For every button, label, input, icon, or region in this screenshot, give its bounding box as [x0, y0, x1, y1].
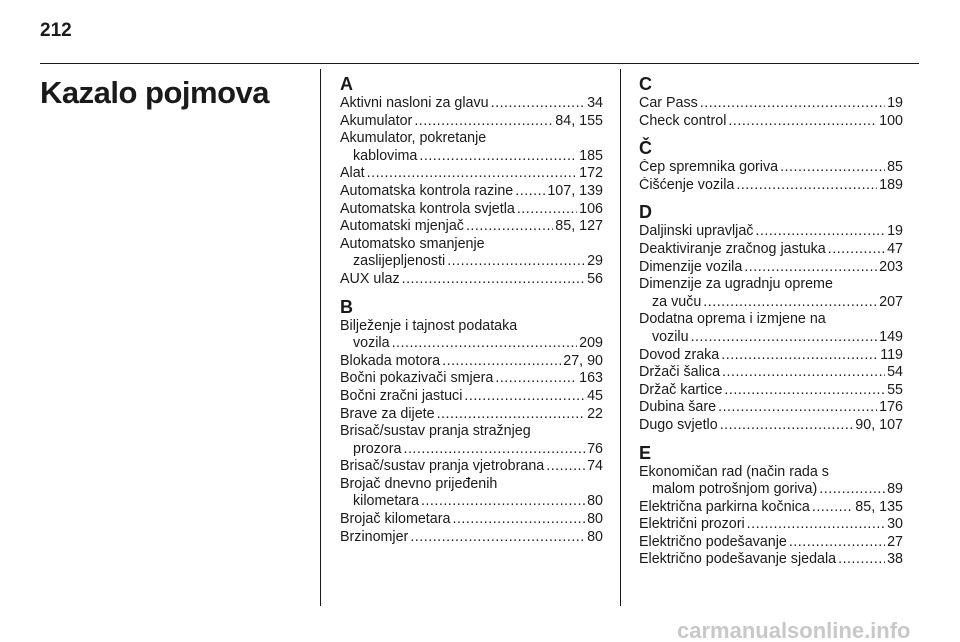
index-entry — [340, 511, 603, 529]
index-entry — [639, 364, 903, 382]
dot-leader — [819, 481, 885, 499]
entry-pages: 89 — [887, 481, 903, 498]
index-entry — [340, 441, 603, 459]
entry-pages: 90, 107 — [855, 416, 903, 433]
index-section — [340, 297, 603, 547]
entry-term: prozora — [353, 440, 402, 457]
dot-leader — [718, 399, 877, 417]
index-entry — [639, 499, 903, 517]
entry-term: kilometara — [353, 493, 419, 510]
entry-pages: 85 — [887, 159, 903, 176]
index-entry-multiline — [340, 318, 603, 353]
entry-term: Brojač kilometara — [340, 511, 451, 528]
entry-term: Brave za dijete — [340, 405, 435, 422]
entry-pages: 176 — [879, 399, 903, 416]
entry-term: Bočni pokazivači smjera — [340, 370, 494, 387]
entry-term: Električno podešavanje — [639, 533, 787, 550]
index-entry — [639, 95, 903, 113]
dot-leader — [402, 271, 585, 289]
index-entry — [639, 159, 903, 177]
entry-term: Dodatna oprema i izmjene na — [639, 311, 826, 328]
entry-pages: 19 — [887, 223, 903, 240]
index-entry-multiline — [340, 476, 603, 511]
section-letter: D — [639, 202, 652, 223]
dot-leader — [691, 329, 878, 347]
index-column-2 — [639, 74, 903, 577]
section-letter: B — [340, 296, 353, 317]
dot-leader — [720, 417, 854, 435]
index-entry — [639, 516, 903, 534]
entry-pages: 56 — [587, 270, 603, 287]
dot-leader — [736, 177, 877, 195]
dot-leader — [491, 95, 585, 113]
dot-leader — [546, 458, 585, 476]
index-section — [639, 202, 903, 434]
index-entry — [340, 95, 603, 113]
entry-term: Držač kartice — [639, 381, 723, 398]
dot-leader — [421, 493, 585, 511]
dot-leader — [447, 253, 585, 271]
dot-leader — [419, 148, 577, 166]
entry-pages: 80 — [587, 528, 603, 545]
index-entry — [639, 382, 903, 400]
entry-term: Brisač/sustav pranja vjetrobrana — [340, 458, 545, 475]
index-section — [340, 74, 603, 289]
entry-pages: 85, 135 — [855, 498, 903, 515]
index-entry-multiline — [639, 311, 903, 346]
entry-term: Daljinski upravljač — [639, 223, 754, 240]
entry-term: Bilježenje i tajnost podataka — [340, 317, 518, 334]
entry-term: Akumulator — [340, 112, 413, 129]
dot-leader — [703, 294, 877, 312]
entry-pages: 189 — [879, 176, 903, 193]
index-entry — [639, 329, 903, 347]
entry-term: Car Pass — [639, 95, 698, 111]
column-divider — [320, 69, 321, 606]
index-entry — [639, 177, 903, 195]
entry-term: zaslijepljenosti — [353, 253, 446, 270]
entry-pages: 106 — [579, 200, 603, 217]
entry-term: vozila — [353, 335, 390, 352]
section-letter: C — [639, 74, 652, 94]
index-entry — [639, 223, 903, 241]
entry-term: za vuču — [652, 293, 702, 310]
index-entry — [340, 113, 603, 131]
section-letter: Č — [639, 138, 652, 159]
index-entry — [340, 253, 603, 271]
entry-term: Čep spremnika goriva — [639, 159, 779, 176]
entry-term: Čišćenje vozila — [639, 176, 735, 193]
index-section — [639, 74, 903, 130]
index-entry — [340, 388, 603, 406]
entry-pages: 163 — [579, 370, 603, 387]
entry-term: Automatsko smanjenje — [340, 235, 485, 252]
entry-term: Deaktiviranje zračnog jastuka — [639, 240, 826, 257]
index-entry-multiline — [639, 276, 903, 311]
entry-pages: 119 — [880, 346, 903, 363]
dot-leader — [437, 406, 586, 424]
index-entry — [340, 406, 603, 424]
entry-term: Brojač dnevno prijeđenih — [340, 475, 498, 492]
entry-pages: 27 — [887, 533, 903, 550]
dot-leader — [747, 516, 885, 534]
entry-term: Ekonomičan rad (način rada s — [639, 463, 829, 480]
entry-term: Aktivni nasloni za glavu — [340, 95, 489, 111]
dot-leader — [700, 95, 885, 113]
entry-term: Električni prozori — [639, 516, 745, 533]
index-entry — [340, 493, 603, 511]
index-entry — [340, 529, 603, 547]
dot-leader — [452, 511, 585, 529]
entry-term: Dimenzije vozila — [639, 258, 743, 275]
dot-leader — [838, 551, 885, 569]
entry-pages: 34 — [587, 95, 603, 111]
entry-pages: 85, 127 — [555, 218, 603, 235]
column-divider — [620, 69, 621, 606]
index-column-1 — [340, 74, 603, 554]
entry-pages: 80 — [587, 493, 603, 510]
index-entry — [639, 534, 903, 552]
entry-term: Držači šalica — [639, 364, 721, 381]
index-section — [639, 443, 903, 570]
dot-leader — [780, 159, 885, 177]
entry-pages: 80 — [587, 511, 603, 528]
index-entry — [639, 113, 903, 131]
header-rule — [40, 63, 919, 64]
index-entry — [340, 335, 603, 353]
index-entry — [639, 241, 903, 259]
dot-leader — [728, 113, 877, 131]
dot-leader — [722, 364, 885, 382]
index-entry — [340, 353, 603, 371]
entry-term: Automatska kontrola razine — [340, 182, 514, 199]
index-entry — [340, 165, 603, 183]
index-section — [639, 138, 903, 194]
dot-leader — [367, 165, 578, 183]
entry-term: Dovod zraka — [639, 346, 720, 363]
entry-pages: 45 — [587, 387, 603, 404]
dot-leader — [812, 499, 853, 517]
dot-leader — [410, 529, 585, 547]
dot-leader — [724, 382, 885, 400]
dot-leader — [414, 113, 553, 131]
entry-pages: 54 — [887, 364, 903, 381]
entry-pages: 19 — [887, 95, 903, 111]
watermark: carmanualsonline.info — [677, 618, 911, 642]
entry-term: Brzinomjer — [340, 528, 409, 545]
section-letter: A — [340, 74, 353, 94]
entry-term: Akumulator, pokretanje — [340, 130, 487, 147]
entry-term: AUX ulaz — [340, 270, 400, 287]
entry-term: Dubina šare — [639, 399, 717, 416]
index-entry — [639, 481, 903, 499]
entry-term: kablovima — [353, 147, 418, 164]
index-entry-multiline — [639, 464, 903, 499]
entry-pages: 149 — [879, 328, 903, 345]
entry-pages: 30 — [887, 516, 903, 533]
index-title: Kazalo pojmova — [40, 75, 269, 110]
entry-term: Električno podešavanje sjedala — [639, 551, 837, 568]
entry-pages: 76 — [587, 440, 603, 457]
entry-term: vozilu — [652, 328, 689, 345]
dot-leader — [744, 259, 877, 277]
index-entry — [340, 183, 603, 201]
index-entry — [340, 201, 603, 219]
entry-term: malom potrošnjom goriva) — [652, 481, 818, 498]
entry-pages: 47 — [887, 240, 903, 257]
index-entry — [340, 148, 603, 166]
entry-pages: 84, 155 — [555, 112, 603, 129]
entry-term: Blokada motora — [340, 352, 441, 369]
index-entry — [340, 271, 603, 289]
entry-pages: 209 — [579, 335, 603, 352]
entry-term: Brisač/sustav pranja stražnjeg — [340, 423, 531, 440]
entry-pages: 38 — [887, 551, 903, 568]
dot-leader — [517, 201, 577, 219]
entry-term: Bočni zračni jastuci — [340, 387, 463, 404]
index-entry — [340, 458, 603, 476]
index-entry — [639, 259, 903, 277]
entry-pages: 22 — [587, 405, 603, 422]
entry-term: Alat — [340, 165, 365, 182]
dot-leader — [721, 347, 878, 365]
dot-leader — [515, 183, 545, 201]
entry-term: Dugo svjetlo — [639, 416, 718, 433]
dot-leader — [392, 335, 578, 353]
index-entry — [639, 399, 903, 417]
entry-pages: 100 — [879, 112, 903, 129]
dot-leader — [466, 218, 553, 236]
index-entry — [639, 417, 903, 435]
entry-term: Dimenzije za ugradnju opreme — [639, 276, 833, 293]
index-entry — [639, 347, 903, 365]
index-entry-multiline — [340, 423, 603, 458]
entry-term: Automatska kontrola svjetla — [340, 200, 515, 217]
dot-leader — [495, 370, 577, 388]
index-entry — [639, 294, 903, 312]
entry-pages: 185 — [579, 147, 603, 164]
page-number: 212 — [40, 20, 72, 41]
dot-leader — [789, 534, 885, 552]
section-letter: E — [639, 442, 652, 463]
entry-term: Električna parkirna kočnica — [639, 498, 810, 515]
entry-term: Automatski mjenjač — [340, 218, 464, 235]
entry-pages: 172 — [579, 165, 603, 182]
index-entry — [340, 370, 603, 388]
entry-pages: 55 — [887, 381, 903, 398]
entry-pages: 27, 90 — [563, 352, 603, 369]
index-entry — [639, 551, 903, 569]
index-entry — [340, 218, 603, 236]
entry-pages: 29 — [587, 253, 603, 270]
index-entry-multiline — [340, 236, 603, 271]
dot-leader — [442, 353, 561, 371]
entry-pages: 107, 139 — [547, 182, 603, 199]
entry-pages: 74 — [587, 458, 603, 475]
entry-pages: 203 — [879, 258, 903, 275]
entry-term: Check control — [639, 112, 727, 129]
dot-leader — [755, 223, 885, 241]
dot-leader — [464, 388, 585, 406]
dot-leader — [403, 441, 585, 459]
index-entry-multiline — [340, 130, 603, 165]
dot-leader — [828, 241, 885, 259]
entry-pages: 207 — [879, 293, 903, 310]
